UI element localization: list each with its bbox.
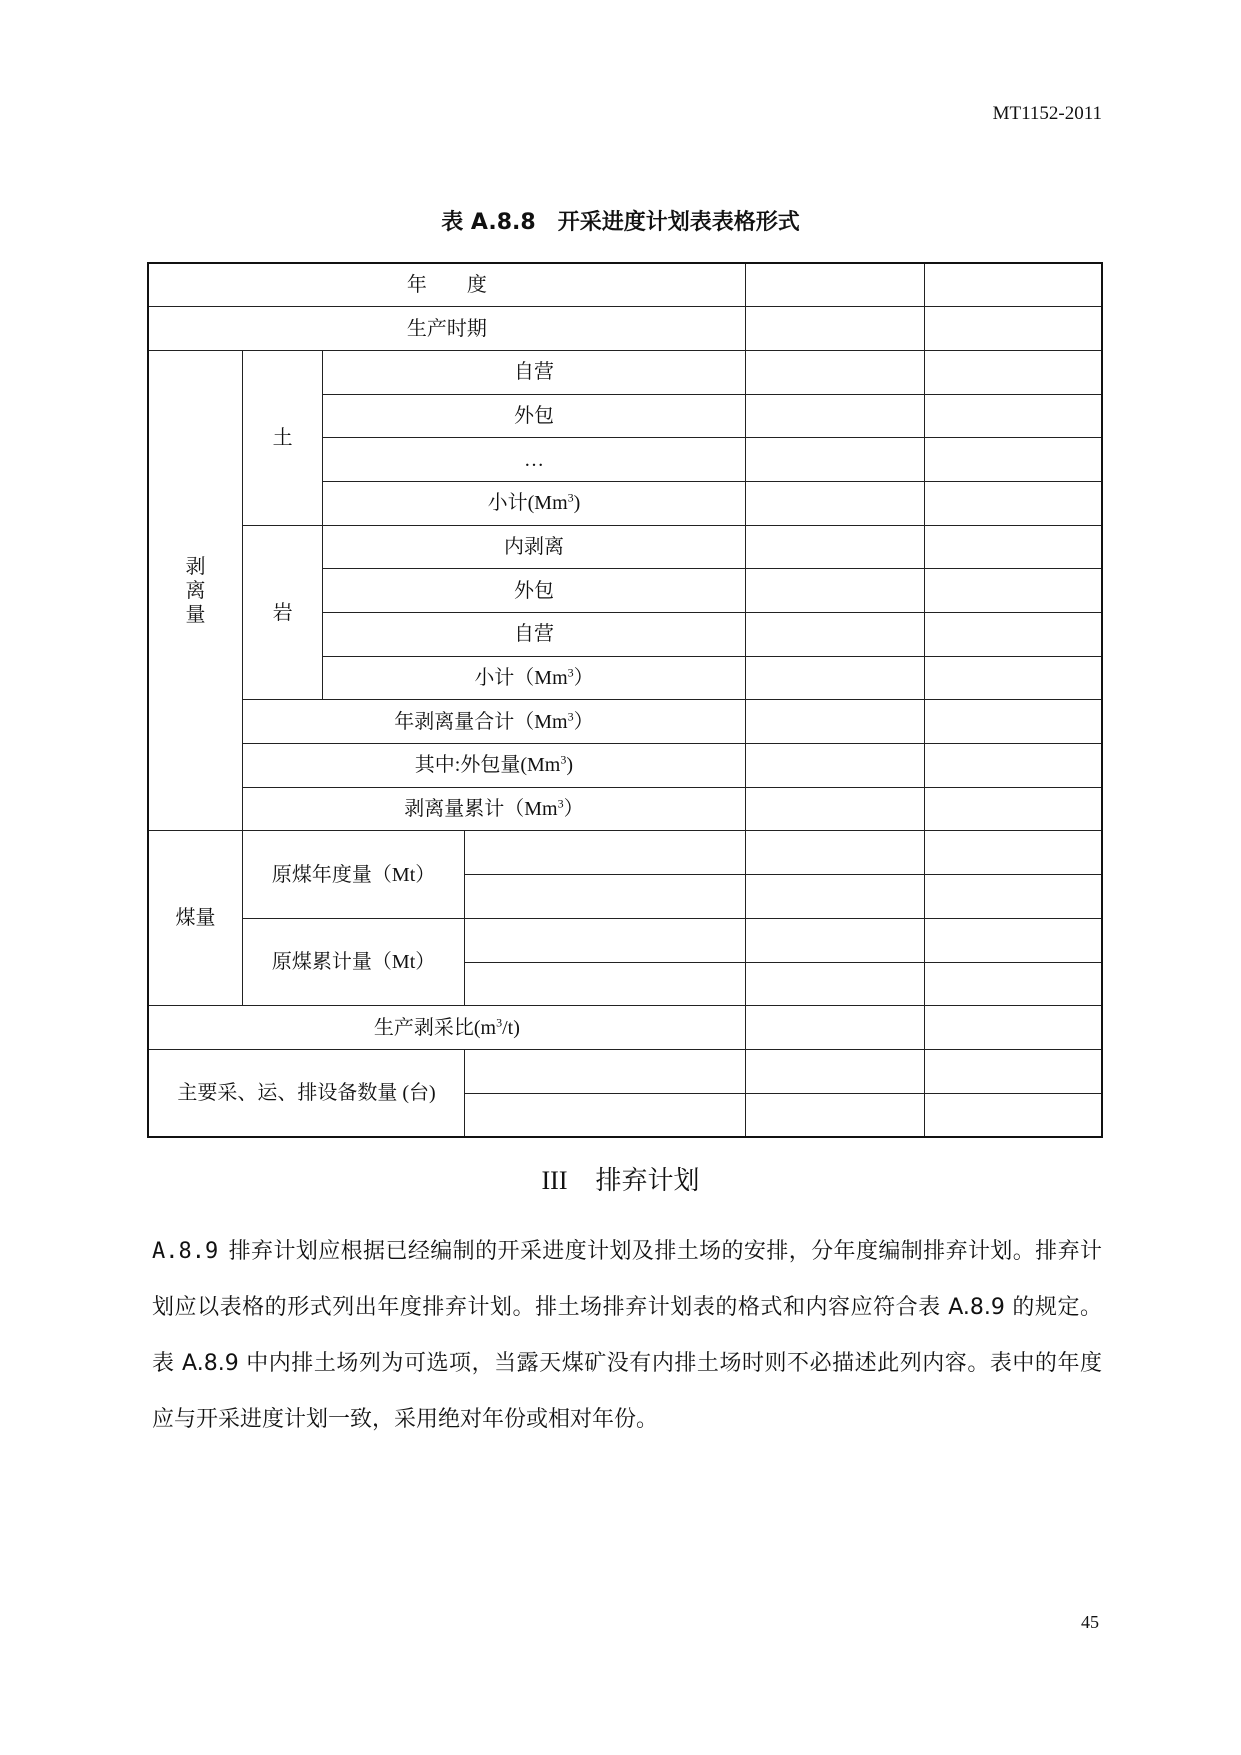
cell (924, 787, 1102, 831)
cell (745, 656, 924, 700)
soil-row-label: 外包 (323, 394, 746, 438)
table-row (148, 525, 1102, 569)
cell (924, 1006, 1102, 1050)
standard-code: MT1152-2011 (992, 103, 1102, 124)
rock-subtotal-text: 小计（Mm (474, 667, 568, 690)
table-row (148, 350, 1102, 394)
cell (745, 263, 924, 307)
superscript: 3 (496, 1014, 503, 1029)
soil-subtotal-text: 小计(Mm (487, 492, 568, 515)
annual-total-label (243, 700, 746, 744)
cell (924, 744, 1102, 788)
cell (745, 307, 924, 351)
rock-row-label: 自营 (323, 613, 746, 657)
cell (745, 394, 924, 438)
cell (745, 569, 924, 613)
rock-row-label: 内剥离 (323, 525, 746, 569)
cell (745, 787, 924, 831)
rock-row-label: 外包 (323, 569, 746, 613)
cell (745, 613, 924, 657)
table-row (148, 1049, 1102, 1093)
table-title (0, 205, 1241, 236)
cell (745, 700, 924, 744)
cell (745, 918, 924, 962)
cell (924, 263, 1102, 307)
soil-subtotal-label (323, 481, 746, 525)
year-header: 年 度 (148, 263, 745, 307)
rock-subtotal-label (323, 656, 746, 700)
cell (924, 875, 1102, 919)
ratio-tail: /t) (502, 1016, 520, 1039)
cell (924, 350, 1102, 394)
cell (924, 1049, 1102, 1093)
clause-text: 排弃计划应根据已经编制的开采进度计划及排土场的安排，分年度编制排弃计划。排弃计划应以表格的形式列出年度排弃计划。排土场排弃计划表的格式和内容应符合表 A.8.9 的规定。表 A.8.9 中内排土场列为可选项，当露天煤矿没有内排土场时则不必描述此列内容。表中的年度应与开采进度计划一致，采用绝对年份或相对年份。 (152, 1239, 1102, 1432)
clause-number: A.8.9 (152, 1239, 219, 1264)
page-number: 45 (1081, 1612, 1099, 1632)
table-title-text: 开采进度计划表表格形式 (557, 210, 800, 235)
coal-annual-label: 原煤年度量（Mt） (243, 831, 465, 918)
cell (924, 438, 1102, 482)
equipment-label: 主要采、运、排设备数量 (台) (148, 1049, 465, 1136)
cell (924, 962, 1102, 1006)
table-row (148, 787, 1102, 831)
table-row (148, 831, 1102, 875)
period-header: 生产时期 (148, 307, 745, 351)
table-row-year (148, 263, 1102, 307)
ratio-label (148, 1006, 745, 1050)
annual-total-text: 年剥离量合计（Mm (394, 710, 568, 733)
table-row (148, 1006, 1102, 1050)
strip-group-label (148, 350, 243, 831)
cell (745, 350, 924, 394)
soil-row-label: 自营 (323, 350, 746, 394)
coal-cumulative-label: 原煤累计量（Mt） (243, 918, 465, 1005)
cell (745, 744, 924, 788)
cell (465, 1049, 746, 1093)
cell (924, 700, 1102, 744)
cell (465, 1093, 746, 1137)
cell (465, 831, 746, 875)
cell (465, 962, 746, 1006)
cell (745, 962, 924, 1006)
coal-group-label: 煤量 (148, 831, 243, 1006)
cell (924, 307, 1102, 351)
superscript: 3 (567, 665, 574, 680)
cell (745, 481, 924, 525)
outsource-label (243, 744, 746, 788)
soil-row-label: … (323, 438, 746, 482)
cell (745, 1006, 924, 1050)
strip-group-text: 剥离量 (185, 555, 206, 626)
cell (924, 481, 1102, 525)
cell (745, 1093, 924, 1137)
cell (924, 525, 1102, 569)
cell (924, 1093, 1102, 1137)
soil-label: 土 (243, 350, 323, 525)
table-number: 表 A.8.8 (441, 210, 536, 235)
superscript: 3 (557, 796, 564, 811)
clause-paragraph (152, 1224, 1102, 1448)
cell (924, 656, 1102, 700)
cell (465, 875, 746, 919)
table-row-period (148, 307, 1102, 351)
superscript: 3 (560, 752, 567, 767)
annual-total-tail: ） (573, 710, 594, 733)
mining-schedule-table (147, 262, 1103, 1138)
cell (924, 394, 1102, 438)
cell (745, 875, 924, 919)
cell (924, 569, 1102, 613)
superscript: 3 (567, 709, 574, 724)
cell (924, 831, 1102, 875)
cell (745, 831, 924, 875)
rock-subtotal-tail: ） (573, 667, 594, 690)
table-row (148, 700, 1102, 744)
cumulative-text: 剥离量累计（Mm (404, 798, 558, 821)
rock-label: 岩 (243, 525, 323, 700)
section-roman: III (541, 1166, 568, 1195)
cumulative-label (243, 787, 746, 831)
soil-subtotal-tail: ) (573, 492, 581, 515)
cell (924, 613, 1102, 657)
cell (745, 1049, 924, 1093)
cell (745, 525, 924, 569)
section-heading (0, 1160, 1241, 1197)
superscript: 3 (567, 490, 574, 505)
table-row (148, 918, 1102, 962)
outsource-text: 其中:外包量(Mm (414, 754, 561, 777)
cell (465, 918, 746, 962)
section-title: 排弃计划 (595, 1166, 700, 1196)
outsource-tail: ) (566, 754, 574, 777)
cell (924, 918, 1102, 962)
cumulative-tail: ） (563, 798, 584, 821)
cell (745, 438, 924, 482)
ratio-text: 生产剥采比(m (373, 1016, 497, 1039)
table-row (148, 744, 1102, 788)
